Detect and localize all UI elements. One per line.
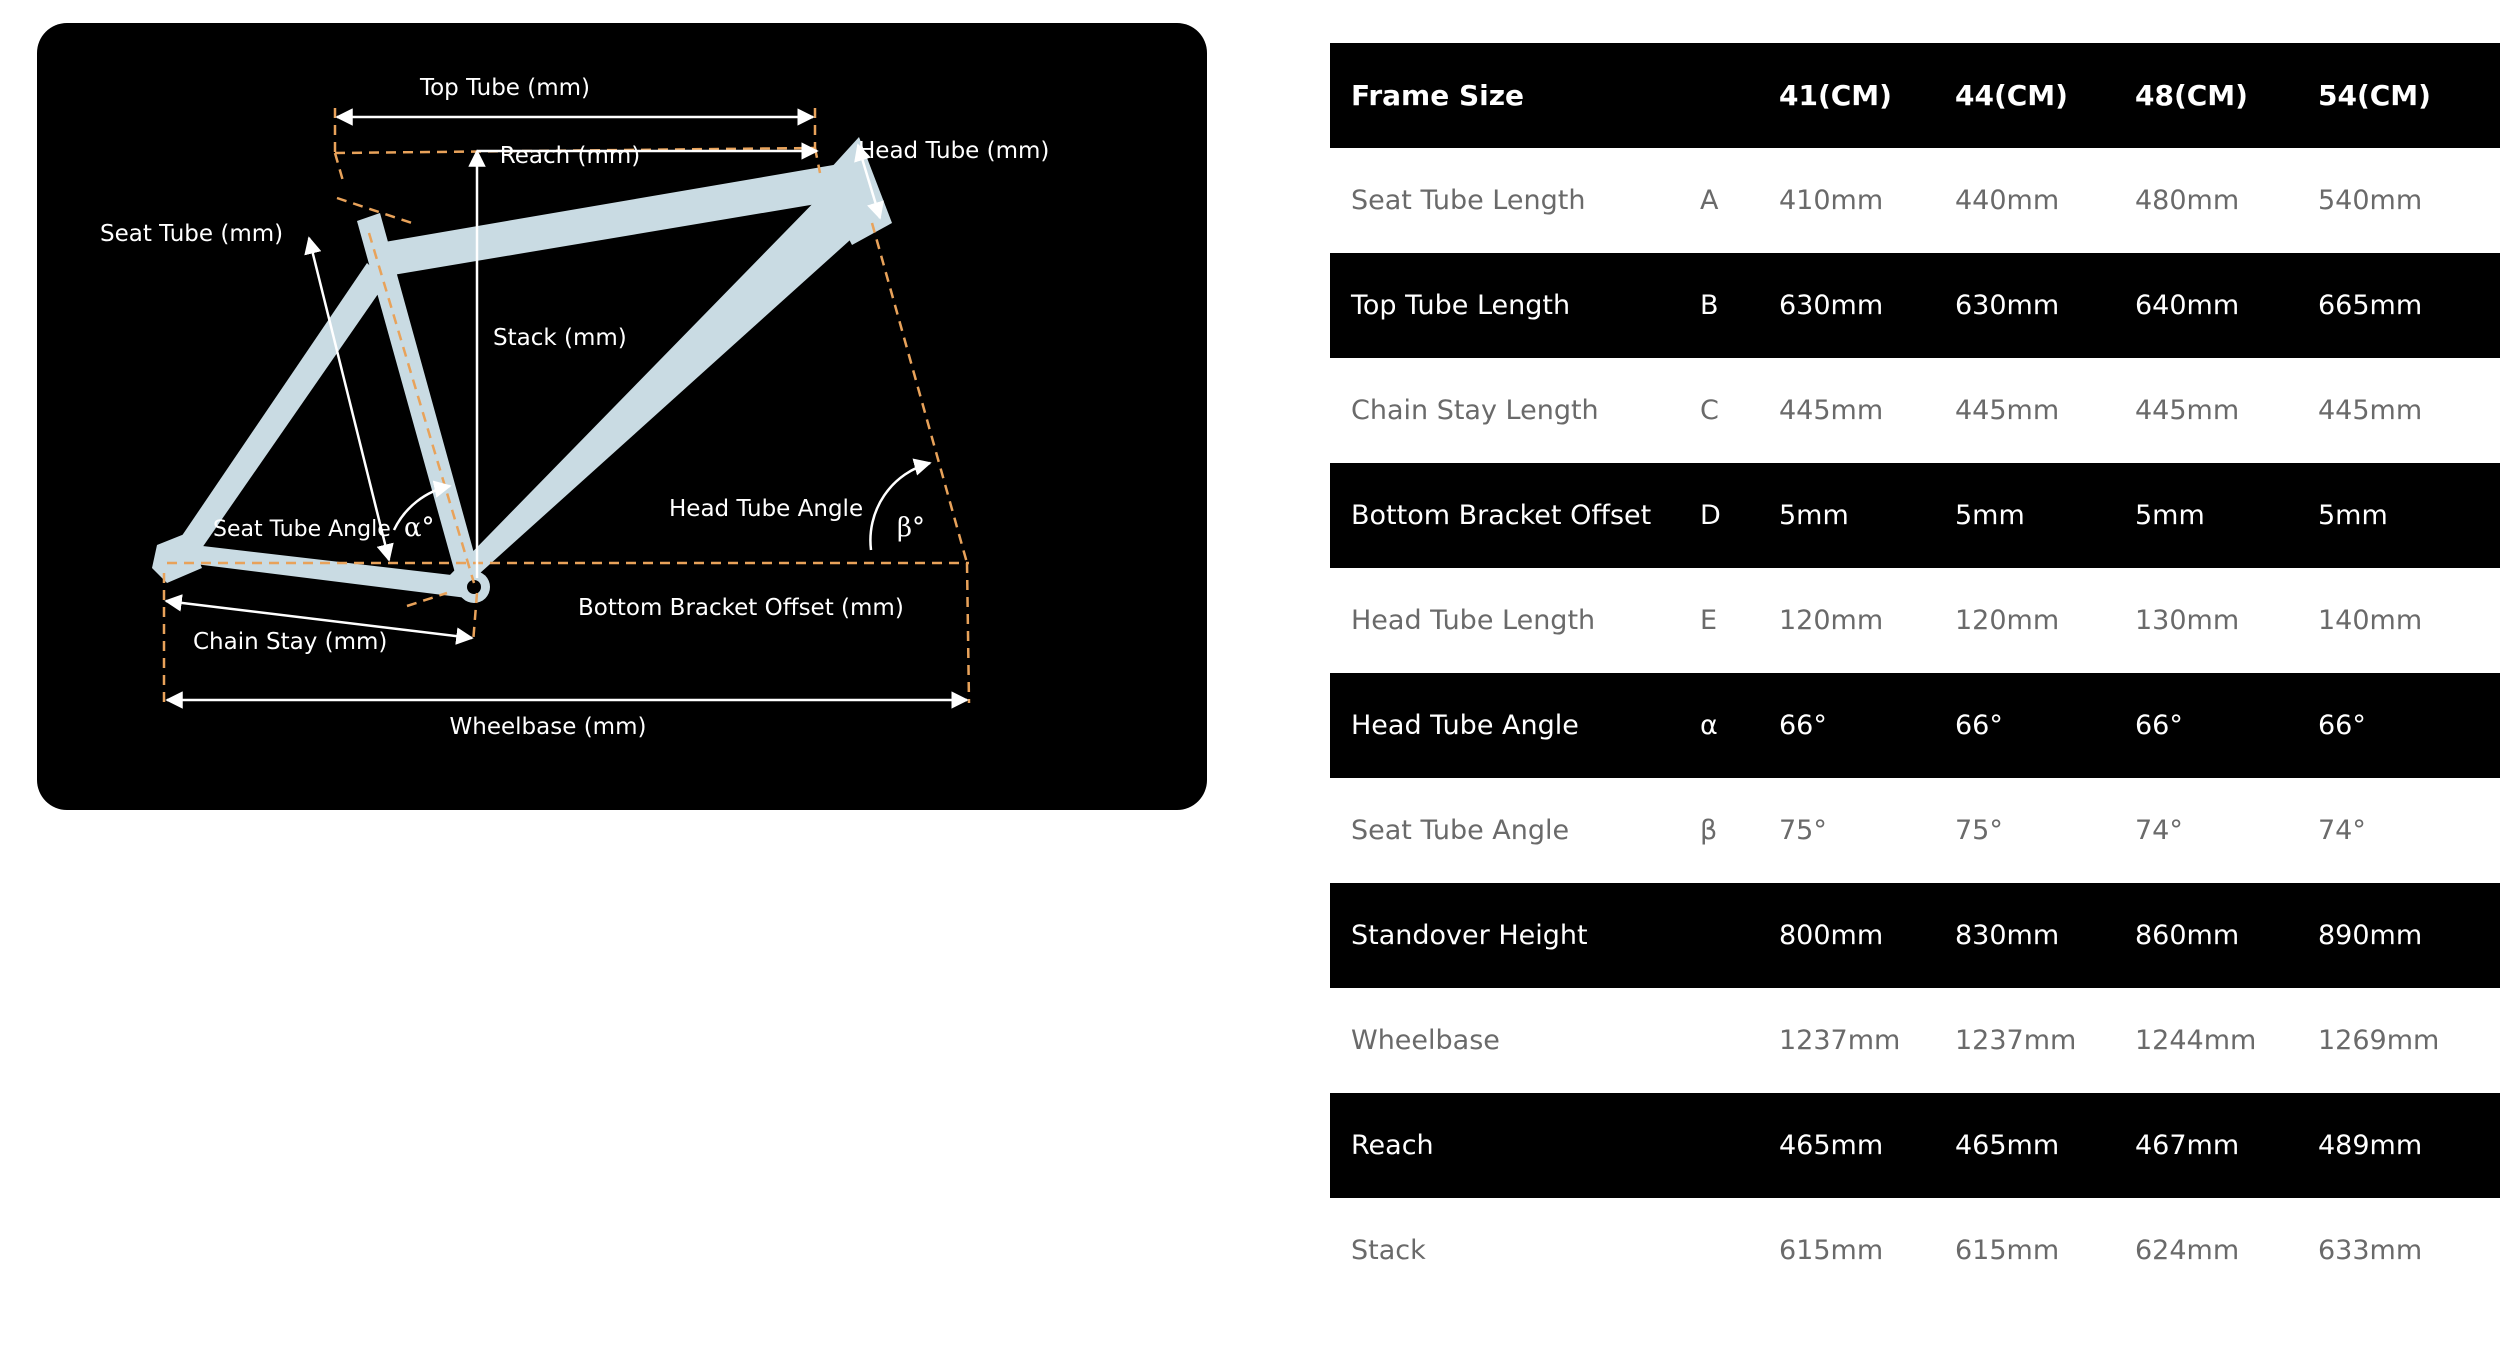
row-value: 5mm	[2135, 463, 2318, 568]
header-frame-size: Frame Size	[1330, 43, 1700, 148]
table-row	[1330, 358, 2500, 463]
row-code	[1700, 1093, 1779, 1198]
frame-geometry-drawing	[37, 23, 1207, 810]
row-label: Standover Height	[1330, 883, 1700, 988]
row-value: 5mm	[1955, 463, 2135, 568]
row-value: 630mm	[1955, 253, 2135, 358]
row-code: α	[1700, 673, 1779, 778]
row-value: 1237mm	[1779, 988, 1955, 1093]
row-value: 140mm	[2318, 568, 2500, 673]
table-row	[1330, 883, 2500, 988]
row-value: 489mm	[2318, 1093, 2500, 1198]
row-code	[1700, 1198, 1779, 1303]
label-top-tube: Top Tube (mm)	[419, 75, 591, 101]
row-value: 75°	[1955, 778, 2135, 883]
row-label: Seat Tube Length	[1330, 148, 1700, 253]
row-label: Chain Stay Length	[1330, 358, 1700, 463]
row-value: 445mm	[1955, 358, 2135, 463]
label-reach: Reach (mm)	[499, 143, 641, 169]
label-bottom-bracket-offset: Bottom Bracket Offset (mm)	[578, 595, 904, 621]
row-label: Bottom Bracket Offset	[1330, 463, 1700, 568]
label-head-tube-angle: Head Tube Angle	[669, 496, 864, 522]
table-row	[1330, 148, 2500, 253]
label-chain-stay: Chain Stay (mm)	[193, 629, 388, 655]
row-value: 800mm	[1779, 883, 1955, 988]
row-value: 830mm	[1955, 883, 2135, 988]
geometry-table	[1330, 43, 2500, 1303]
row-label: Stack	[1330, 1198, 1700, 1303]
row-value: 465mm	[1779, 1093, 1955, 1198]
row-value: 615mm	[1779, 1198, 1955, 1303]
row-value: 120mm	[1955, 568, 2135, 673]
row-code	[1700, 988, 1779, 1093]
row-value: 66°	[1955, 673, 2135, 778]
table-row	[1330, 568, 2500, 673]
row-code: B	[1700, 253, 1779, 358]
table-row	[1330, 988, 2500, 1093]
table-row	[1330, 253, 2500, 358]
label-wheelbase: Wheelbase (mm)	[449, 714, 647, 740]
row-value: 480mm	[2135, 148, 2318, 253]
row-code: A	[1700, 148, 1779, 253]
diagram-labels	[100, 75, 1049, 740]
table-row	[1330, 673, 2500, 778]
table-row	[1330, 463, 2500, 568]
row-value: 1269mm	[2318, 988, 2500, 1093]
row-value: 467mm	[2135, 1093, 2318, 1198]
row-label: Reach	[1330, 1093, 1700, 1198]
row-value: 66°	[2318, 673, 2500, 778]
row-label: Head Tube Length	[1330, 568, 1700, 673]
row-value: 74°	[2318, 778, 2500, 883]
row-code: C	[1700, 358, 1779, 463]
row-value: 66°	[2135, 673, 2318, 778]
row-value: 1244mm	[2135, 988, 2318, 1093]
label-beta: β°	[897, 513, 926, 543]
row-value: 120mm	[1779, 568, 1955, 673]
row-value: 130mm	[2135, 568, 2318, 673]
frame-geometry-diagram	[37, 23, 1207, 810]
row-value: 630mm	[1779, 253, 1955, 358]
row-value: 633mm	[2318, 1198, 2500, 1303]
row-value: 640mm	[2135, 253, 2318, 358]
label-alpha: α°	[404, 513, 435, 543]
row-label: Head Tube Angle	[1330, 673, 1700, 778]
row-code: E	[1700, 568, 1779, 673]
row-code	[1700, 883, 1779, 988]
row-value: 860mm	[2135, 883, 2318, 988]
row-value: 615mm	[1955, 1198, 2135, 1303]
label-seat-tube-angle: Seat Tube Angle	[213, 517, 391, 542]
row-value: 445mm	[2318, 358, 2500, 463]
row-value: 665mm	[2318, 253, 2500, 358]
row-label: Top Tube Length	[1330, 253, 1700, 358]
row-value: 5mm	[1779, 463, 1955, 568]
table-row	[1330, 1093, 2500, 1198]
row-value: 445mm	[1779, 358, 1955, 463]
row-value: 74°	[2135, 778, 2318, 883]
header-size-41: 41(CM)	[1779, 43, 1955, 148]
row-label: Seat Tube Angle	[1330, 778, 1700, 883]
label-head-tube: Head Tube (mm)	[858, 138, 1050, 164]
row-code: D	[1700, 463, 1779, 568]
row-value: 75°	[1779, 778, 1955, 883]
row-value: 540mm	[2318, 148, 2500, 253]
row-value: 465mm	[1955, 1093, 2135, 1198]
label-seat-tube: Seat Tube (mm)	[100, 221, 284, 247]
row-label: Wheelbase	[1330, 988, 1700, 1093]
header-size-54: 54(CM)	[2318, 43, 2500, 148]
header-size-48: 48(CM)	[2135, 43, 2318, 148]
header-code	[1700, 43, 1779, 148]
row-value: 624mm	[2135, 1198, 2318, 1303]
table-row	[1330, 1198, 2500, 1303]
row-value: 890mm	[2318, 883, 2500, 988]
table-row	[1330, 778, 2500, 883]
row-value: 445mm	[2135, 358, 2318, 463]
row-value: 66°	[1779, 673, 1955, 778]
header-size-44: 44(CM)	[1955, 43, 2135, 148]
row-value: 440mm	[1955, 148, 2135, 253]
row-value: 1237mm	[1955, 988, 2135, 1093]
row-value: 5mm	[2318, 463, 2500, 568]
row-value: 410mm	[1779, 148, 1955, 253]
table-header-row	[1330, 43, 2500, 148]
row-code: β	[1700, 778, 1779, 883]
label-stack: Stack (mm)	[493, 325, 627, 351]
